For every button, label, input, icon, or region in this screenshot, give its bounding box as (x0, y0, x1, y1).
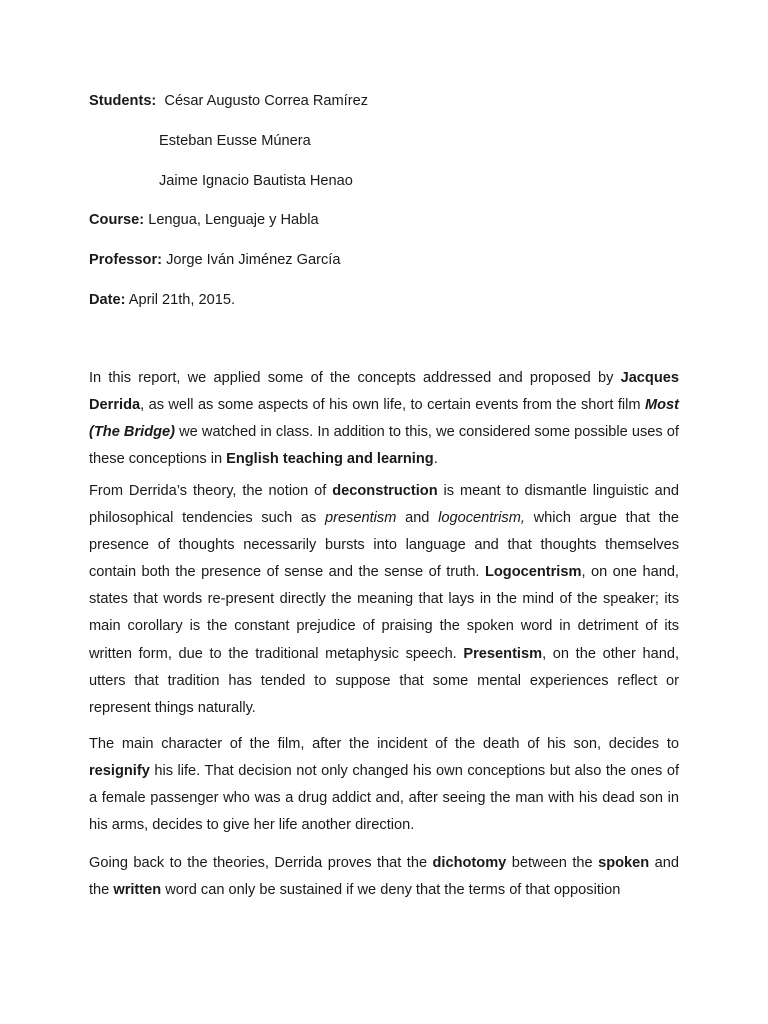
bold-term: Jacques Derrida (89, 370, 679, 414)
professor-value: Jorge Iván Jiménez García (166, 252, 341, 268)
bold-term: Presentism (463, 645, 543, 662)
text-run: his life. That decision not only changed his own conceptions but also the ones of a female passenger who was a drug addict and, after seeing the man with his dead son in his arms, decides to give her life another direction. (89, 763, 679, 834)
date-value: April 21th, 2015. (128, 292, 236, 308)
text-run: which argue that the presence of thoughts necessarily bursts into language and that thoughts themselves contain both the presence of sense and the sense of truth. (89, 510, 679, 581)
text-run: and (396, 510, 439, 527)
text-run: , as well as some aspects of his own life, to certain events from the short film (140, 397, 645, 414)
paragraph-intro (89, 365, 679, 473)
course-value: Lengua, Lenguaje y Habla (148, 212, 319, 228)
text-run: The main character of the film, after the incident of the death of his son, decides to (89, 736, 679, 752)
paragraph-film (89, 731, 679, 839)
text-run: . (433, 451, 438, 468)
students-line (89, 92, 368, 110)
text-run: and the (89, 855, 679, 899)
text-run: In this report, we applied some of the concepts addressed and proposed by (89, 370, 621, 386)
text-run: Going back to the theories, Derrida proves that the (89, 855, 433, 871)
text-run: , on one hand, states that words re-present directly the meaning that lays in the mind of the speaker; its main corollary is the constant prejudice of praising the spoken word in detriment of its written form, due to the traditional metaphysic speech. (89, 564, 679, 662)
text-run: From Derrida’s theory, the notion of (89, 483, 333, 499)
paragraph-theory (89, 478, 679, 722)
bold-term: spoken (598, 855, 650, 871)
students-label: Students: (89, 93, 157, 109)
paragraph-dichotomy (89, 850, 679, 904)
student-name-line (159, 172, 353, 190)
italic-term: logocentrism, (438, 510, 525, 527)
course-line (89, 211, 319, 229)
date-label: Date: (89, 292, 126, 308)
course-label: Course: (89, 212, 145, 228)
student-name: Esteban Eusse Múnera (159, 133, 311, 149)
text-run: , on the other hand, utters that tradition has tended to suppose that some mental experiences reflect or represent things naturally. (89, 645, 680, 716)
bold-term: English teaching and learning (226, 451, 434, 468)
italic-term: presentism (325, 510, 397, 527)
text-run: we watched in class. In addition to this, we considered some possible uses of these conceptions in (89, 424, 679, 468)
professor-line (89, 251, 340, 269)
text-run: is meant to dismantle linguistic and philosophical tendencies such as (89, 483, 679, 527)
text-run: between the (506, 855, 599, 871)
film-title: Most (The Bridge) (89, 397, 679, 441)
student-name: Jaime Ignacio Bautista Henao (159, 173, 353, 189)
bold-term: dichotomy (432, 855, 507, 871)
bold-term: written (113, 882, 162, 899)
bold-term: resignify (89, 763, 150, 780)
student-name-line (159, 132, 311, 150)
bold-term: Logocentrism (484, 564, 582, 581)
professor-label: Professor: (89, 252, 162, 268)
bold-term: deconstruction (332, 483, 438, 499)
date-line (89, 291, 235, 309)
text-run: word can only be sustained if we deny that the terms of that opposition (161, 882, 621, 899)
student-name: César Augusto Correa Ramírez (164, 93, 368, 109)
